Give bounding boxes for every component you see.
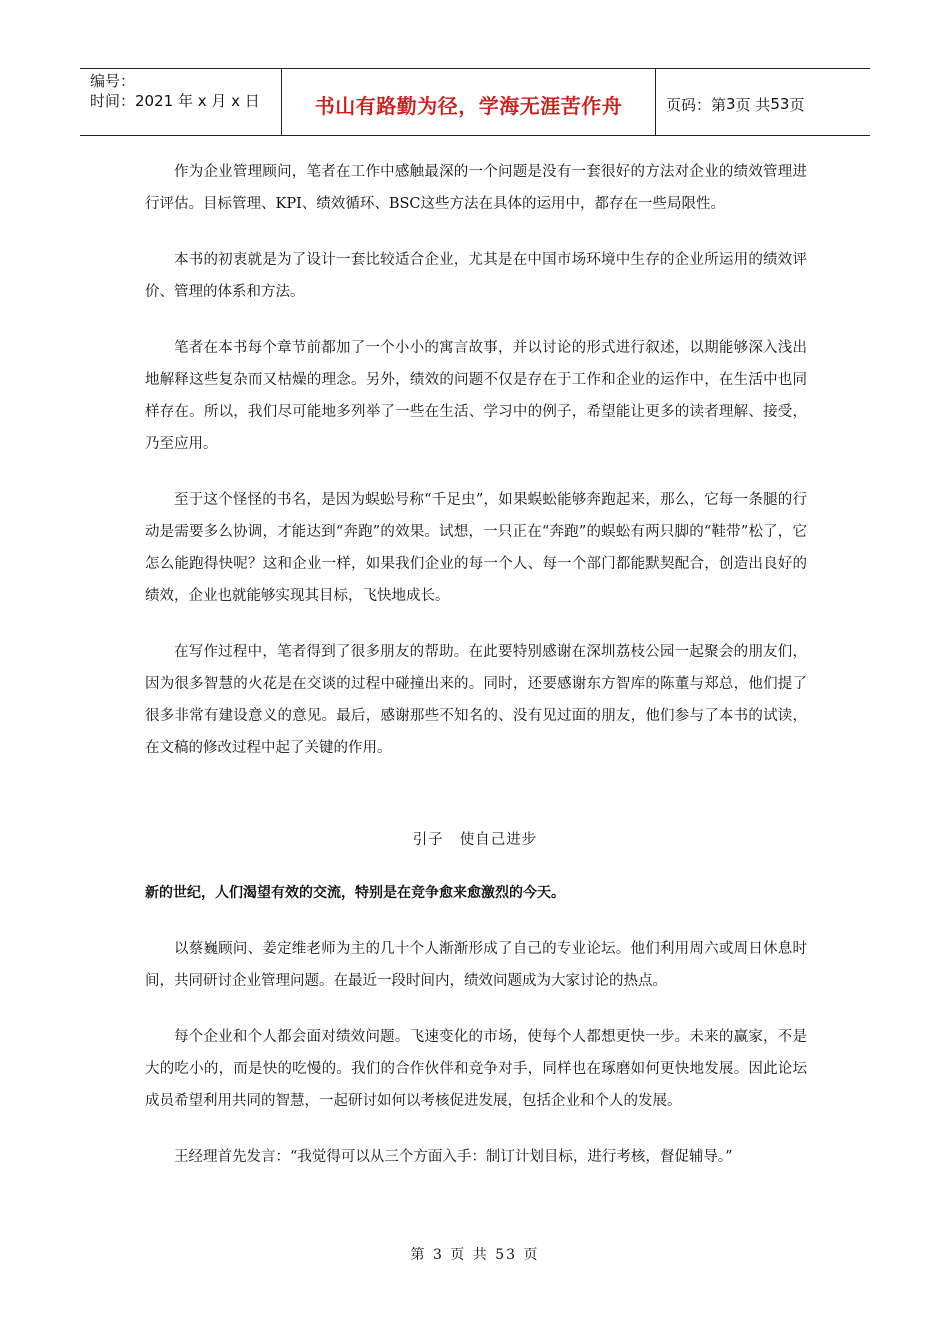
page-mid: 页 共 [735, 95, 771, 114]
page-total: 53 [770, 95, 790, 113]
motto: 书山有路勤为径，学海无涯苦作舟 [314, 93, 623, 118]
paragraph: 每个企业和个人都会面对绩效问题。飞速变化的市场，使每个人都想更快一步。未来的赢家，不是大的吃小的，而是快的吃慢的。我们的合作伙伴和竞争对手，同样也在琢磨如何更快地发展。因此论坛成员希望利用共同的智慧，一起研讨如何以考核促进发展，包括企业和个人的发展。 [145, 1029, 807, 1109]
section-title [0, 826, 950, 854]
header-page-info [656, 69, 870, 135]
document-header [80, 68, 870, 136]
page-end: 页 [789, 95, 805, 114]
paragraph: 至于这个怪怪的书名，是因为蜈蚣号称“千足虫”，如果蜈蚣能够奔跑起来，那么，它每一条腿的行动是需要多么协调，才能达到“奔跑”的效果。试想，一只正在“奔跑”的蜈蚣有两只脚的“鞋带”松了，它怎么能跑得快呢？这和企业一样，如果我们企业的每一个人、每一个部门都能默契配合，创造出良好的绩效，企业也就能够实现其目标，飞快地成长。 [145, 492, 807, 604]
section-title-a: 引子 [412, 832, 444, 848]
page-footer: 第 3 页 共 53 页 [410, 1247, 540, 1263]
paragraph: 作为企业管理顾问，笔者在工作中感触最深的一个问题是没有一套很好的方法对企业的绩效管理进行评估。目标管理、KPI、绩效循环、BSC这些方法在具体的运用中，都存在一些局限性。 [145, 164, 807, 212]
paragraph: 以蔡巍顾问、姜定维老师为主的几十个人渐渐形成了自己的专业论坛。他们利用周六或周日休息时间，共同研讨企业管理问题。在最近一段时间内，绩效问题成为大家讨论的热点。 [145, 941, 807, 989]
time-label: 时间：2021 年 x 月 x 日 [90, 92, 260, 110]
preface-body [145, 156, 807, 788]
paragraph: 在写作过程中，笔者得到了很多朋友的帮助。在此要特别感谢在深圳荔枝公园一起聚会的朋友们，因为很多智慧的火花是在交谈的过程中碰撞出来的。同时，还要感谢东方智库的陈董与郑总，他们提了很多非常有建设意义的意见。最后，感谢那些不知名的、没有见过面的朋友，他们参与了本书的试读，在文稿的修改过程中起了关键的作用。 [145, 644, 807, 756]
lead-sentence: 新的世纪，人们渴望有效的交流，特别是在竞争愈来愈激烈的今天。 [145, 885, 565, 901]
paragraph: 王经理首先发言：“我觉得可以从三个方面入手：制订计划目标，进行考核，督促辅导。” [174, 1149, 733, 1165]
page-current: 3 [726, 95, 736, 113]
paragraph: 本书的初衷就是为了设计一套比较适合企业，尤其是在中国市场环境中生存的企业所运用的绩效评价、管理的体系和方法。 [145, 252, 807, 300]
paragraph: 笔者在本书每个章节前都加了一个小小的寓言故事，并以讨论的形式进行叙述，以期能够深入浅出地解释这些复杂而又枯燥的理念。另外，绩效的问题不仅是存在于工作和企业的运作中，在生活中也同样存在。所以，我们尽可能地多列举了一些在生活、学习中的例子，希望能让更多的读者理解、接受，乃至应用。 [145, 340, 807, 452]
number-label: 编号： [90, 72, 136, 90]
page-label: 页码：第 [666, 95, 727, 114]
header-meta [80, 69, 282, 135]
section-title-b: 使自己进步 [459, 832, 538, 848]
introduction-body [145, 877, 807, 1197]
header-motto-cell [282, 69, 656, 135]
